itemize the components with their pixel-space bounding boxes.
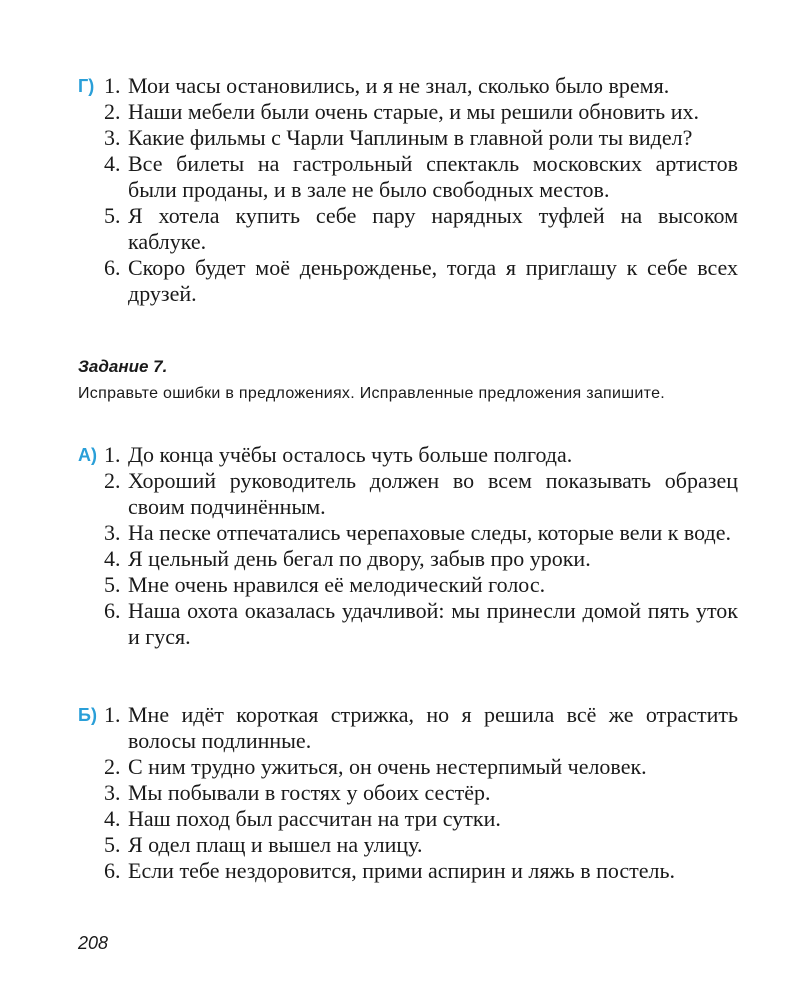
item-number: 5. bbox=[104, 203, 121, 228]
list-item bbox=[78, 598, 738, 650]
item-number: 1. bbox=[104, 442, 121, 467]
item-number: 6. bbox=[104, 598, 121, 623]
item-text: Мы побывали в гостях у обоих сестёр. bbox=[128, 780, 491, 805]
list-item bbox=[78, 754, 738, 780]
item-number: 5. bbox=[104, 572, 121, 597]
list-item bbox=[78, 203, 738, 255]
item-text: С ним трудно ужиться, он очень нестерпимый человек. bbox=[128, 754, 647, 779]
list-item bbox=[78, 125, 738, 151]
list-item bbox=[78, 73, 738, 99]
section-marker: Б) bbox=[78, 705, 97, 725]
item-text: Мои часы остановились, и я не знал, сколько было время. bbox=[128, 73, 670, 98]
item-number: 4. bbox=[104, 806, 121, 831]
list-item bbox=[78, 151, 738, 203]
exercise-section-g bbox=[78, 73, 738, 307]
item-number: 4. bbox=[104, 546, 121, 571]
item-text: Наши мебели были очень старые, и мы решили обновить их. bbox=[128, 99, 699, 124]
list-item bbox=[78, 99, 738, 125]
item-number: 2. bbox=[104, 468, 121, 493]
item-number: 3. bbox=[104, 520, 121, 545]
item-text: Если тебе нездоровится, прими аспирин и ляжь в постель. bbox=[128, 858, 676, 883]
item-text: Мне идёт короткая стрижка, но я решила всё же отрастить волосы подлинные. bbox=[128, 702, 738, 753]
item-number: 2. bbox=[104, 99, 121, 124]
item-text: Я одел плащ и вышел на улицу. bbox=[128, 832, 423, 857]
item-number: 4. bbox=[104, 151, 121, 176]
item-number: 3. bbox=[104, 780, 121, 805]
exercise-section-a bbox=[78, 442, 738, 650]
list-item bbox=[78, 572, 738, 598]
item-number: 5. bbox=[104, 832, 121, 857]
list-item bbox=[78, 546, 738, 572]
section-marker: А) bbox=[78, 445, 97, 465]
item-text: До конца учёбы осталось чуть больше полгода. bbox=[128, 442, 573, 467]
item-text: На песке отпечатались черепаховые следы, которые вели к воде. bbox=[128, 520, 731, 545]
list-item bbox=[78, 255, 738, 307]
item-text: Я цельный день бегал по двору, забыв про уроки. bbox=[128, 546, 591, 571]
list-item bbox=[78, 468, 738, 520]
item-text: Какие фильмы с Чарли Чаплиным в главной роли ты видел? bbox=[128, 125, 693, 150]
list-item bbox=[78, 780, 738, 806]
item-number: 3. bbox=[104, 125, 121, 150]
list-item bbox=[78, 702, 738, 754]
item-text: Скоро будет моё деньрожденье, тогда я приглашу к себе всех друзей. bbox=[128, 255, 738, 306]
item-number: 1. bbox=[104, 702, 121, 727]
item-number: 6. bbox=[104, 255, 121, 280]
list-item bbox=[78, 520, 738, 546]
list-item bbox=[78, 832, 738, 858]
item-text: Хороший руководитель должен во всем показывать образец своим подчинённым. bbox=[128, 468, 738, 519]
section-marker: Г) bbox=[78, 76, 95, 96]
item-text: Все билеты на гастрольный спектакль московских артистов были проданы, и в зале не было свободных местов. bbox=[128, 151, 738, 202]
item-text: Наша охота оказалась удачливой: мы принесли домой пять уток и гуся. bbox=[128, 598, 738, 649]
task-title: Задание 7. bbox=[78, 357, 168, 376]
task-instruction: Исправьте ошибки в предложениях. Исправленные предложения запишите. bbox=[78, 385, 666, 402]
item-text: Наш поход был рассчитан на три сутки. bbox=[128, 806, 501, 831]
item-text: Я хотела купить себе пару нарядных туфлей на высоком каблуке. bbox=[128, 203, 738, 254]
list-item bbox=[78, 806, 738, 832]
item-number: 6. bbox=[104, 858, 121, 883]
list-item bbox=[78, 858, 738, 884]
item-number: 2. bbox=[104, 754, 121, 779]
item-number: 1. bbox=[104, 73, 121, 98]
page-number: 208 bbox=[78, 933, 109, 953]
item-text: Мне очень нравился её мелодический голос. bbox=[128, 572, 546, 597]
exercise-section-b bbox=[78, 702, 738, 884]
list-item bbox=[78, 442, 738, 468]
